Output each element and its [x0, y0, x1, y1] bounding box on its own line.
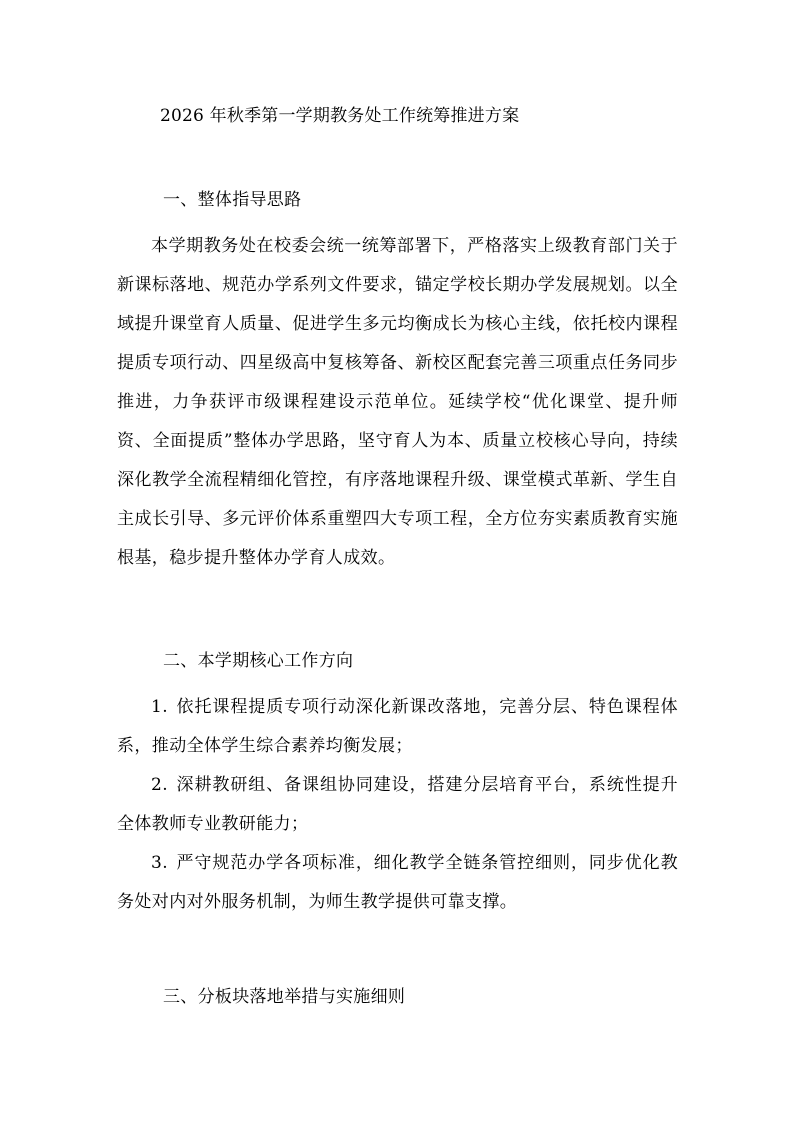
document-title: 2026 年秋季第一学期教务处工作统筹推进方案 [160, 106, 520, 126]
section-heading-2: 二、本学期核心工作方向 [163, 651, 354, 671]
list-item-number: 2. [151, 775, 169, 795]
list-item-text: 严守规范办学各项标准，细化教学全链条管控细则，同步优化教务处对内对外服务机制，为师生教学提供可靠支撑。 [117, 853, 678, 912]
section-heading-3: 三、分板块落地举措与实施细则 [163, 987, 406, 1007]
list-item [117, 766, 678, 844]
list-item-number: 1. [151, 697, 169, 717]
list-item-text: 依托课程提质专项行动深化新课改落地，完善分层、特色课程体系，推动全体学生综合素养均衡发展； [117, 697, 678, 756]
list-item [117, 688, 678, 766]
list-item-text: 深耕教研组、备课组协同建设，搭建分层培育平台，系统性提升全体教师专业教研能力； [117, 775, 678, 834]
section-1-paragraph: 本学期教务处在校委会统一统筹部署下，严格落实上级教育部门关于新课标落地、规范办学系列文件要求，锚定学校长期办学发展规划。以全域提升课堂育人质量、促进学生多元均衡成长为核心主线，依托校内课程提质专项行动、四星级高中复核筹备、新校区配套完善三项重点任务同步推进，力争获评市级课程建设示范单位。延续学校“优化课堂、提升师资、全面提质”整体办学思路，坚守育人为本、质量立校核心导向，持续深化教学全流程精细化管控，有序落地课程升级、课堂模式革新、学生自主成长引导、多元评价体系重塑四大专项工程，全方位夯实素质教育实施根基，稳步提升整体办学育人成效。 [117, 236, 678, 568]
section-heading-1: 一、整体指导思路 [163, 190, 302, 210]
list-item [117, 844, 678, 922]
list-item-number: 3. [151, 853, 169, 873]
